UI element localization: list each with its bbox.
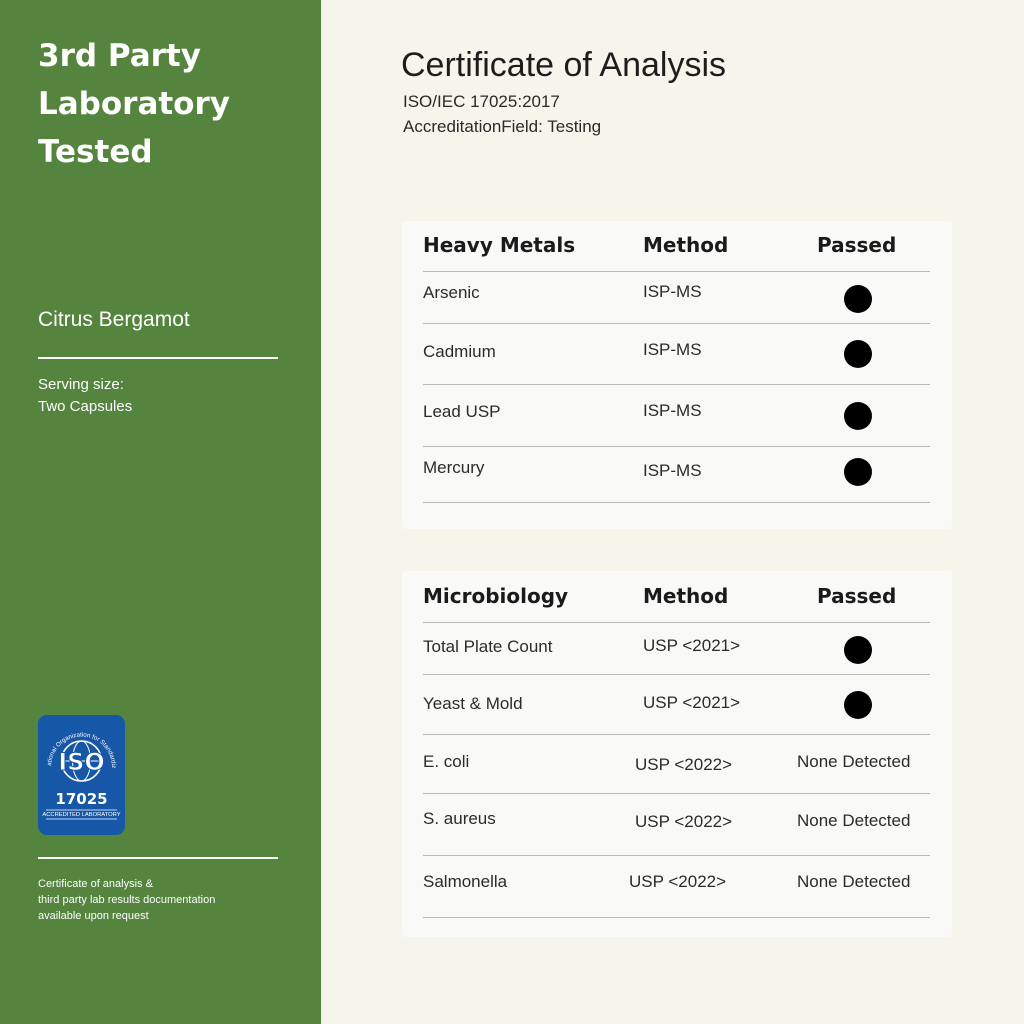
row-divider: [423, 323, 930, 324]
passed-dot-icon: [844, 402, 872, 430]
row-divider: [423, 793, 930, 794]
method-value: USP <2021>: [643, 693, 741, 712]
analyte-name: Yeast & Mold: [423, 694, 523, 713]
method-value: ISP-MS: [643, 461, 702, 480]
passed-dot-icon: [844, 458, 872, 486]
headline-line-2: Laboratory: [38, 86, 230, 122]
footnote-line-2: third party lab results documentation: [38, 894, 216, 906]
analyte-name: Total Plate Count: [423, 637, 553, 656]
passed-dot-icon: [844, 691, 872, 719]
badge-caption: ACCREDITED LABORATORY: [42, 812, 121, 818]
column-header: Method: [643, 233, 729, 257]
analyte-name: Arsenic: [423, 283, 480, 302]
analyte-name: Salmonella: [423, 872, 508, 891]
row-divider: [423, 734, 930, 735]
microbiology-table: [402, 571, 952, 937]
row-divider: [423, 622, 930, 623]
result-value: None Detected: [797, 872, 911, 891]
passed-dot-icon: [844, 340, 872, 368]
column-header: Method: [643, 584, 729, 608]
row-divider: [423, 384, 930, 385]
headline-line-1: 3rd Party: [38, 38, 201, 74]
sidebar: [0, 0, 321, 1024]
product-name: Citrus Bergamot: [38, 308, 190, 331]
row-divider: [423, 446, 930, 447]
row-divider: [423, 502, 930, 503]
page-title: Certificate of Analysis: [401, 46, 727, 84]
column-header: Passed: [817, 233, 897, 257]
result-value: None Detected: [797, 752, 911, 771]
headline-line-3: Tested: [38, 134, 153, 170]
method-value: USP <2022>: [629, 872, 727, 891]
footnote-line-1: Certificate of analysis &: [38, 878, 153, 890]
column-header: Heavy Metals: [423, 233, 576, 257]
badge-logo-text: ISO: [58, 748, 105, 776]
standard-text: ISO/IEC 17025:2017: [403, 92, 560, 111]
serving-value: Two Capsules: [38, 398, 133, 415]
passed-dot-icon: [844, 636, 872, 664]
method-value: USP <2021>: [643, 636, 741, 655]
method-value: ISP-MS: [643, 340, 702, 359]
row-divider: [423, 271, 930, 272]
column-header: Passed: [817, 584, 897, 608]
method-value: ISP-MS: [643, 282, 702, 301]
passed-dot-icon: [844, 285, 872, 313]
serving-label: Serving size:: [38, 376, 124, 393]
iso-17025-badge-icon: [38, 715, 125, 835]
analyte-name: Cadmium: [423, 342, 496, 361]
method-value: ISP-MS: [643, 401, 702, 420]
footnote-line-3: available upon request: [38, 910, 149, 922]
headline: [38, 32, 308, 176]
method-value: USP <2022>: [635, 755, 733, 774]
analyte-name: E. coli: [423, 752, 470, 771]
heavy-metals-table: [402, 221, 952, 529]
row-divider: [423, 855, 930, 856]
row-divider: [423, 917, 930, 918]
analyte-name: Mercury: [423, 458, 485, 477]
divider: [38, 357, 278, 359]
analyte-name: S. aureus: [423, 809, 496, 828]
analyte-name: Lead USP: [423, 402, 501, 421]
method-value: USP <2022>: [635, 812, 733, 831]
badge-number: 17025: [55, 790, 108, 808]
serving-info: [38, 374, 132, 418]
badge-arc-text: ational Organization for Standardiz: [45, 731, 118, 769]
divider: [38, 857, 278, 859]
row-divider: [423, 674, 930, 675]
accreditation-text: AccreditationField: Testing: [403, 117, 602, 136]
footnote: [38, 876, 215, 924]
column-header: Microbiology: [423, 584, 569, 608]
result-value: None Detected: [797, 811, 911, 830]
